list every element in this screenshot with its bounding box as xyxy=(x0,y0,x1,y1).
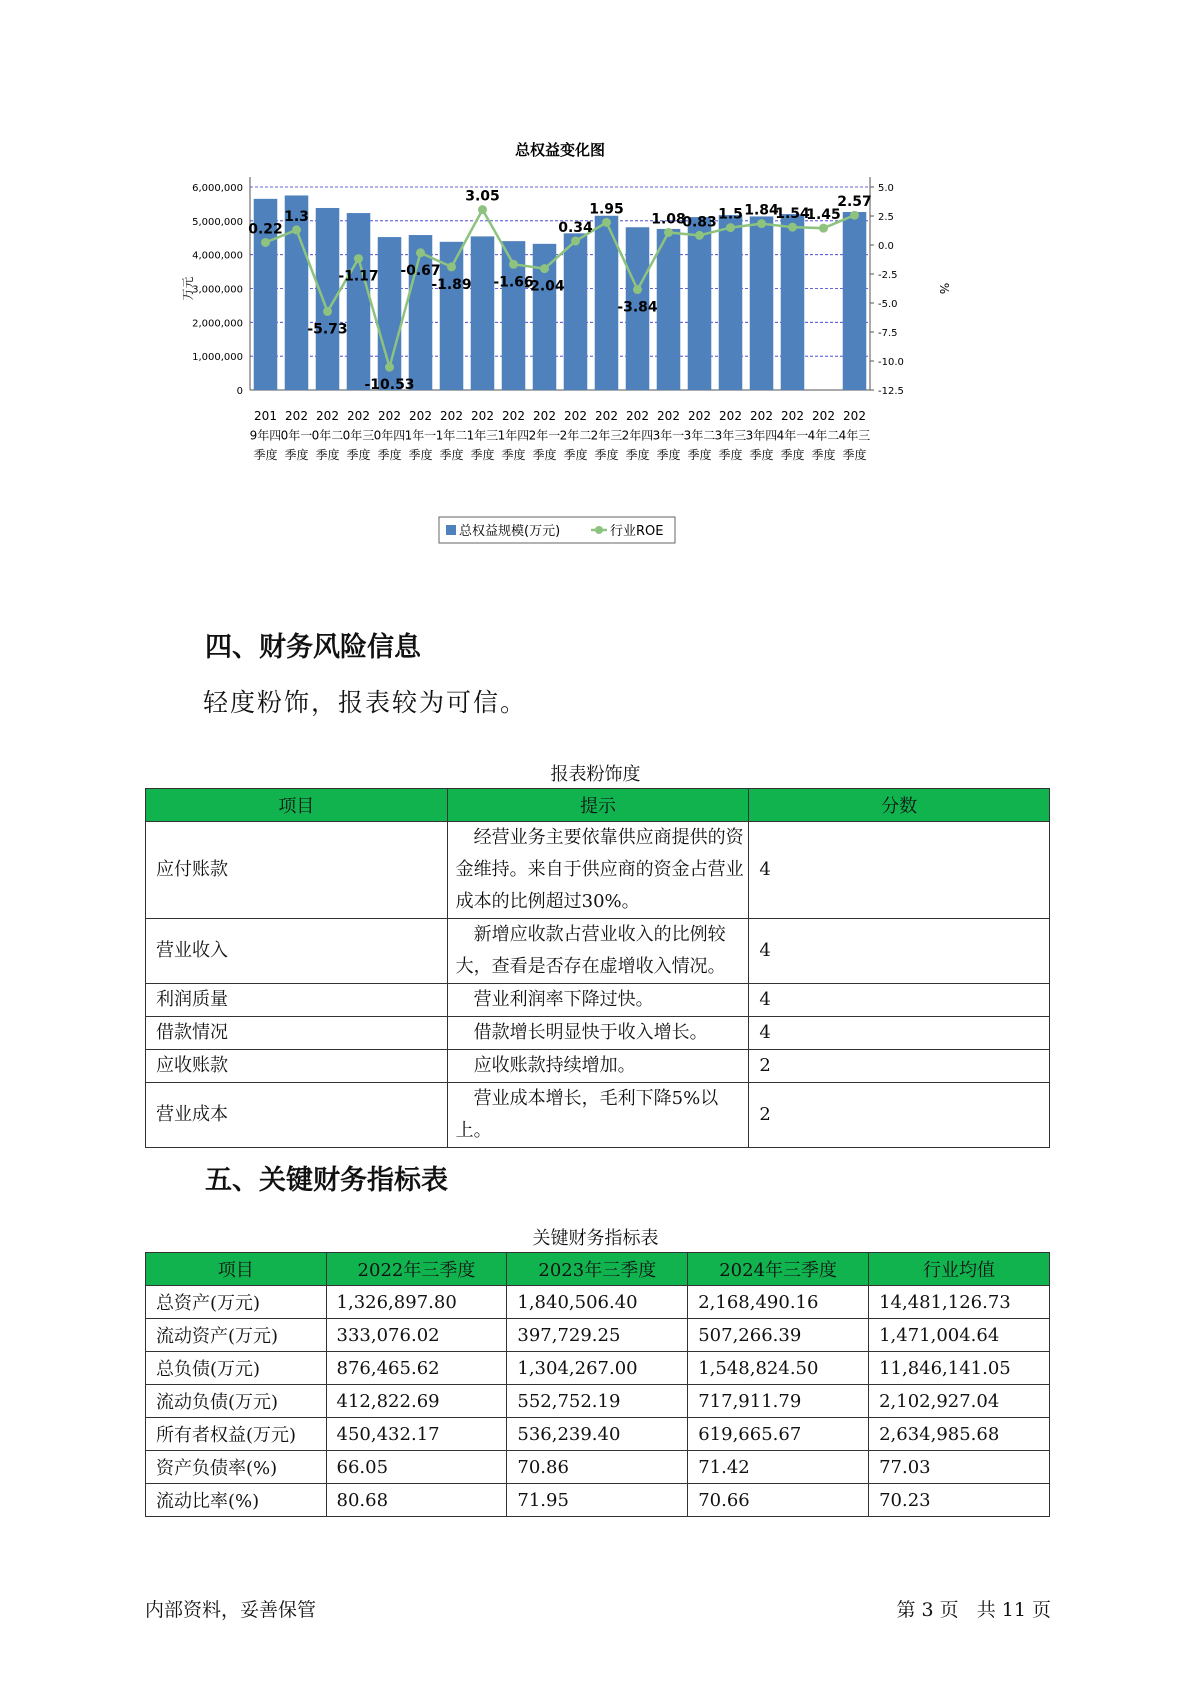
data-label: 1.45 xyxy=(806,207,841,224)
kpi-value-cell: 14,481,126.73 xyxy=(869,1286,1050,1319)
y2-tick-label: -12.5 xyxy=(878,386,904,397)
x-tick-label: 202 3年四季度 xyxy=(745,409,778,462)
kpi-value-cell: 11,846,141.05 xyxy=(869,1352,1050,1385)
section4-heading: 四、财务风险信息 xyxy=(205,632,421,663)
x-tick-label: 202 3年一季度 xyxy=(652,409,685,462)
risk-score-cell: 2 xyxy=(749,1083,1050,1148)
table-row xyxy=(146,1484,1050,1517)
kpi-item-cell: 资产负债率(%) xyxy=(146,1451,327,1484)
y-tick-label: 3,000,000 xyxy=(192,284,243,296)
table-row xyxy=(146,919,1050,984)
bar xyxy=(719,215,743,390)
roe-point xyxy=(788,223,797,232)
roe-point xyxy=(292,225,301,234)
roe-point xyxy=(819,224,828,233)
roe-point xyxy=(695,231,704,240)
data-label: 1.5 xyxy=(718,206,743,223)
risk-item-cell: 营业收入 xyxy=(146,919,448,984)
roe-point xyxy=(478,205,487,214)
kpi-value-cell: 2,168,490.16 xyxy=(688,1286,869,1319)
x-tick-label: 202 0年四季度 xyxy=(373,409,406,462)
table-row xyxy=(146,1319,1050,1352)
y2-tick-label: 5.0 xyxy=(878,183,894,194)
kpi-value-cell: 397,729.25 xyxy=(507,1319,688,1352)
y-tick-label: 6,000,000 xyxy=(192,183,243,194)
x-tick-label: 201 9年四季度 xyxy=(249,409,282,462)
data-label: 0.83 xyxy=(682,214,717,231)
x-tick-label: 202 0年三季度 xyxy=(342,409,375,462)
x-tick-label: 202 4年二季度 xyxy=(807,409,840,462)
y-tick-label: 5,000,000 xyxy=(192,216,243,228)
legend-line-marker xyxy=(595,526,603,534)
footer-page-number: 第 3 页 共 11 页 xyxy=(896,1599,1051,1621)
kpi-value-cell: 412,822.69 xyxy=(326,1385,507,1418)
data-label: -1.66 xyxy=(493,274,534,291)
data-label: 1.3 xyxy=(284,208,309,225)
data-label: 1.08 xyxy=(651,211,686,228)
x-tick-label: 202 2年二季度 xyxy=(559,409,592,462)
legend-bar-swatch xyxy=(446,525,456,535)
kpi-table-caption: 关键财务指标表 xyxy=(532,1228,659,1249)
y2-tick-label: -10.0 xyxy=(878,357,904,368)
kpi-value-cell: 70.23 xyxy=(869,1484,1050,1517)
roe-point xyxy=(509,260,518,269)
table-row xyxy=(146,1286,1050,1319)
column-header: 项目 xyxy=(146,1253,327,1286)
risk-table-header xyxy=(146,789,1050,822)
data-label: -5.73 xyxy=(307,321,348,338)
kpi-value-cell: 619,665.67 xyxy=(688,1418,869,1451)
roe-point xyxy=(664,228,673,237)
kpi-table xyxy=(145,1252,1050,1517)
table-row xyxy=(146,1385,1050,1418)
kpi-value-cell: 717,911.79 xyxy=(688,1385,869,1418)
kpi-value-cell: 1,304,267.00 xyxy=(507,1352,688,1385)
kpi-item-cell: 所有者权益(万元) xyxy=(146,1418,327,1451)
risk-item-cell: 应付账款 xyxy=(146,822,448,919)
risk-tip-cell: 营业成本增长，毛利下降5%以上。 xyxy=(447,1083,749,1148)
risk-item-cell: 借款情况 xyxy=(146,1017,448,1050)
data-label: -1.17 xyxy=(338,268,379,285)
kpi-value-cell: 80.68 xyxy=(326,1484,507,1517)
column-header: 项目 xyxy=(146,789,448,822)
table-row xyxy=(146,1083,1050,1148)
kpi-value-cell: 71.42 xyxy=(688,1451,869,1484)
data-label: 0.34 xyxy=(558,220,593,237)
x-tick-label: 202 2年三季度 xyxy=(590,409,623,462)
kpi-value-cell: 1,326,897.80 xyxy=(326,1286,507,1319)
table-row xyxy=(146,1451,1050,1484)
risk-tip-cell: 应收账款持续增加。 xyxy=(447,1050,749,1083)
risk-table-caption: 报表粉饰度 xyxy=(550,764,641,785)
kpi-value-cell: 66.05 xyxy=(326,1451,507,1484)
roe-point xyxy=(602,218,611,227)
bar xyxy=(688,217,712,390)
kpi-value-cell: 333,076.02 xyxy=(326,1319,507,1352)
kpi-value-cell: 77.03 xyxy=(869,1451,1050,1484)
x-tick-label: 202 0年一季度 xyxy=(280,409,313,462)
table-row xyxy=(146,1352,1050,1385)
roe-point xyxy=(850,211,859,220)
y2-tick-label: -7.5 xyxy=(878,328,898,339)
table-row xyxy=(146,822,1050,919)
kpi-item-cell: 流动比率(%) xyxy=(146,1484,327,1517)
x-tick-label: 202 4年三季度 xyxy=(838,409,871,462)
table-row xyxy=(146,1050,1050,1083)
column-header: 2022年三季度 xyxy=(326,1253,507,1286)
roe-point xyxy=(261,238,270,247)
roe-point xyxy=(726,223,735,232)
column-header: 2024年三季度 xyxy=(688,1253,869,1286)
data-label: 1.84 xyxy=(744,202,779,219)
roe-point xyxy=(633,285,642,294)
risk-score-cell: 4 xyxy=(749,919,1050,984)
kpi-item-cell: 流动负债(万元) xyxy=(146,1385,327,1418)
data-label: -10.53 xyxy=(364,377,415,394)
kpi-value-cell: 2,102,927.04 xyxy=(869,1385,1050,1418)
kpi-value-cell: 450,432.17 xyxy=(326,1418,507,1451)
roe-point xyxy=(447,262,456,271)
y-tick-label: 1,000,000 xyxy=(192,352,243,364)
bar xyxy=(409,235,433,390)
legend-bar-label: 总权益规模(万元) xyxy=(459,524,561,539)
kpi-table-header xyxy=(146,1253,1050,1286)
data-label: -1.89 xyxy=(431,276,472,293)
kpi-value-cell: 552,752.19 xyxy=(507,1385,688,1418)
kpi-value-cell: 70.86 xyxy=(507,1451,688,1484)
risk-score-cell: 4 xyxy=(749,1017,1050,1050)
kpi-value-cell: 1,548,824.50 xyxy=(688,1352,869,1385)
roe-point xyxy=(571,237,580,246)
bar xyxy=(781,214,805,390)
data-label: 3.05 xyxy=(465,188,500,205)
y2-tick-label: -5.0 xyxy=(878,299,898,310)
y-tick-label: 2,000,000 xyxy=(192,318,243,330)
table-row xyxy=(146,1017,1050,1050)
x-tick-label: 202 2年四季度 xyxy=(621,409,654,462)
x-tick-label: 202 3年二季度 xyxy=(683,409,716,462)
kpi-value-cell: 507,266.39 xyxy=(688,1319,869,1352)
kpi-value-cell: 1,840,506.40 xyxy=(507,1286,688,1319)
roe-point xyxy=(757,219,766,228)
roe-point xyxy=(385,363,394,372)
risk-item-cell: 营业成本 xyxy=(146,1083,448,1148)
column-header: 提示 xyxy=(447,789,749,822)
y-axis-label: 万元 xyxy=(181,276,195,301)
risk-tip-cell: 营业利润率下降过快。 xyxy=(447,984,749,1017)
x-tick-label: 202 1年四季度 xyxy=(497,409,530,462)
risk-score-cell: 2 xyxy=(749,1050,1050,1083)
data-label: 1.95 xyxy=(589,201,624,218)
bar xyxy=(471,236,495,390)
risk-item-cell: 利润质量 xyxy=(146,984,448,1017)
bar xyxy=(347,213,371,390)
roe-point xyxy=(354,254,363,263)
bar xyxy=(564,233,588,390)
data-label: 0.22 xyxy=(248,221,283,238)
table-row xyxy=(146,1418,1050,1451)
equity-change-chart xyxy=(170,140,970,600)
risk-table xyxy=(145,788,1050,1148)
data-label: 1.54 xyxy=(775,206,810,223)
x-tick-label: 202 0年二季度 xyxy=(311,409,344,462)
data-label: -2.04 xyxy=(524,278,565,295)
bar xyxy=(750,216,774,390)
kpi-item-cell: 总资产(万元) xyxy=(146,1286,327,1319)
chart-title: 总权益变化图 xyxy=(514,141,606,159)
roe-point xyxy=(416,248,425,257)
y2-tick-label: -2.5 xyxy=(878,270,898,281)
risk-score-cell: 4 xyxy=(749,822,1050,919)
kpi-item-cell: 流动资产(万元) xyxy=(146,1319,327,1352)
data-label: 2.57 xyxy=(837,194,872,211)
x-tick-label: 202 1年二季度 xyxy=(435,409,468,462)
kpi-value-cell: 536,239.40 xyxy=(507,1418,688,1451)
risk-tip-cell: 经营业务主要依靠供应商提供的资金维持。来自于供应商的资金占营业成本的比例超过30%。 xyxy=(447,822,749,919)
column-header: 2023年三季度 xyxy=(507,1253,688,1286)
legend-line-label: 行业ROE xyxy=(610,524,664,539)
risk-tip-cell: 借款增长明显快于收入增长。 xyxy=(447,1017,749,1050)
data-label: -0.67 xyxy=(400,262,441,279)
column-header: 分数 xyxy=(749,789,1050,822)
section5-heading: 五、关键财务指标表 xyxy=(205,1165,448,1196)
x-tick-label: 202 1年三季度 xyxy=(466,409,499,462)
y-tick-label: 0 xyxy=(236,386,243,397)
kpi-value-cell: 70.66 xyxy=(688,1484,869,1517)
kpi-item-cell: 总负债(万元) xyxy=(146,1352,327,1385)
roe-point xyxy=(323,307,332,316)
column-header: 行业均值 xyxy=(869,1253,1050,1286)
x-tick-label: 202 4年一季度 xyxy=(776,409,809,462)
kpi-value-cell: 876,465.62 xyxy=(326,1352,507,1385)
y2-tick-label: 2.5 xyxy=(878,212,894,223)
x-tick-label: 202 2年一季度 xyxy=(528,409,561,462)
kpi-value-cell: 1,471,004.64 xyxy=(869,1319,1050,1352)
risk-score-cell: 4 xyxy=(749,984,1050,1017)
y-tick-label: 4,000,000 xyxy=(192,250,243,262)
risk-tip-cell: 新增应收款占营业收入的比例较大，查看是否存在虚增收入情况。 xyxy=(447,919,749,984)
footer-confidential: 内部资料，妥善保管 xyxy=(145,1599,317,1621)
risk-summary: 轻度粉饰，报表较为可信。 xyxy=(203,688,528,717)
bar xyxy=(657,229,681,390)
bar xyxy=(843,212,867,390)
table-row xyxy=(146,984,1050,1017)
x-tick-label: 202 3年三季度 xyxy=(714,409,747,462)
kpi-value-cell: 71.95 xyxy=(507,1484,688,1517)
data-label: -3.84 xyxy=(617,299,658,316)
y2-tick-label: 0.0 xyxy=(878,241,894,252)
kpi-value-cell: 2,634,985.68 xyxy=(869,1418,1050,1451)
x-tick-label: 202 1年一季度 xyxy=(404,409,437,462)
y2-axis-label: % xyxy=(937,282,951,295)
risk-item-cell: 应收账款 xyxy=(146,1050,448,1083)
roe-point xyxy=(540,264,549,273)
